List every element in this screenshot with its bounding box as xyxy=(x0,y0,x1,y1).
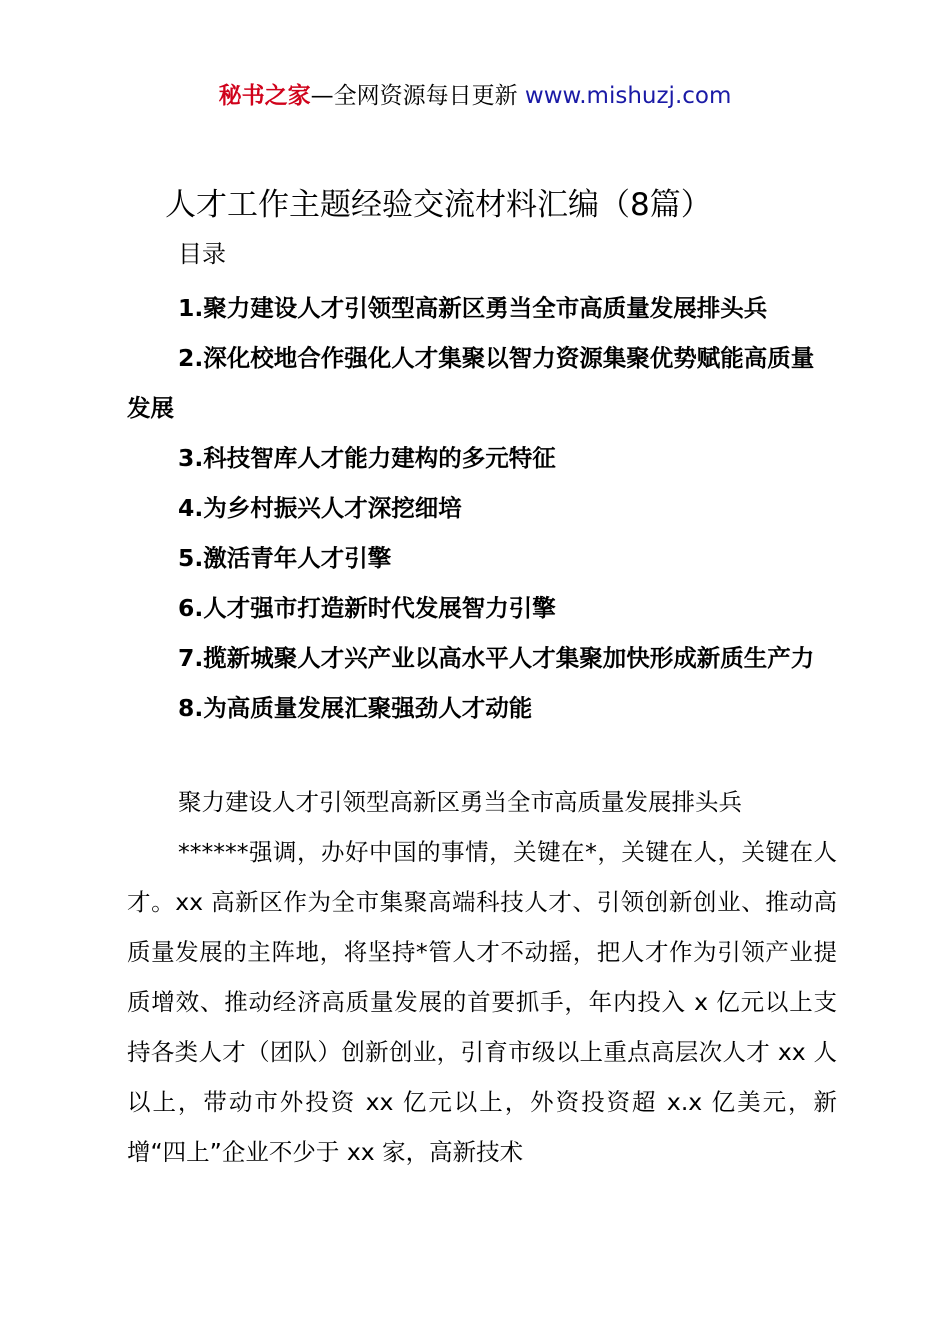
toc-heading: 目录 xyxy=(178,240,226,268)
table-of-contents xyxy=(127,283,837,733)
section-title: 聚力建设人才引领型高新区勇当全市高质量发展排头兵 xyxy=(178,788,742,816)
toc-item: 4.为乡村振兴人才深挖细培 xyxy=(178,494,462,522)
toc-item: 1.聚力建设人才引领型高新区勇当全市高质量发展排头兵 xyxy=(178,294,768,322)
toc-item: 7.揽新城聚人才兴产业以高水平人才集聚加快形成新质生产力 xyxy=(178,644,815,672)
body-paragraph: ******强调，办好中国的事情，关键在*，关键在人，关键在人才。xx 高新区作为全市集聚高端科技人才、引领创新创业、推动高质量发展的主阵地，将坚持*管人才不动摇，把人才作为引领产业提质增效、推动经济高质量发展的首要抓手，年内投入 x 亿元以上支持各类人才（团队）创新创业，引育市级以上重点高层次人才 xx 人以上，带动市外投资 xx 亿元以上，外资投资超 x.x 亿美元，新增“四上”企业不少于 xx 家，高新技术 xyxy=(127,838,837,1166)
document-body xyxy=(127,777,837,1177)
site-url[interactable]: www.mishuzj.com xyxy=(524,83,732,109)
toc-item: 8.为高质量发展汇聚强劲人才动能 xyxy=(178,694,533,722)
site-tagline: —全网资源每日更新 xyxy=(310,83,518,109)
document-title: 人才工作主题经验交流材料汇编（8篇） xyxy=(165,187,712,223)
toc-item: 6.人才强市打造新时代发展智力引擎 xyxy=(178,594,556,622)
toc-item: 2.深化校地合作强化人才集聚以智力资源集聚优势赋能高质量发展 xyxy=(127,344,815,422)
toc-item: 3.科技智库人才能力建构的多元特征 xyxy=(178,444,556,472)
site-header xyxy=(0,80,950,112)
toc-item: 5.激活青年人才引擎 xyxy=(178,544,392,572)
site-brand: 秘书之家 xyxy=(218,83,311,109)
